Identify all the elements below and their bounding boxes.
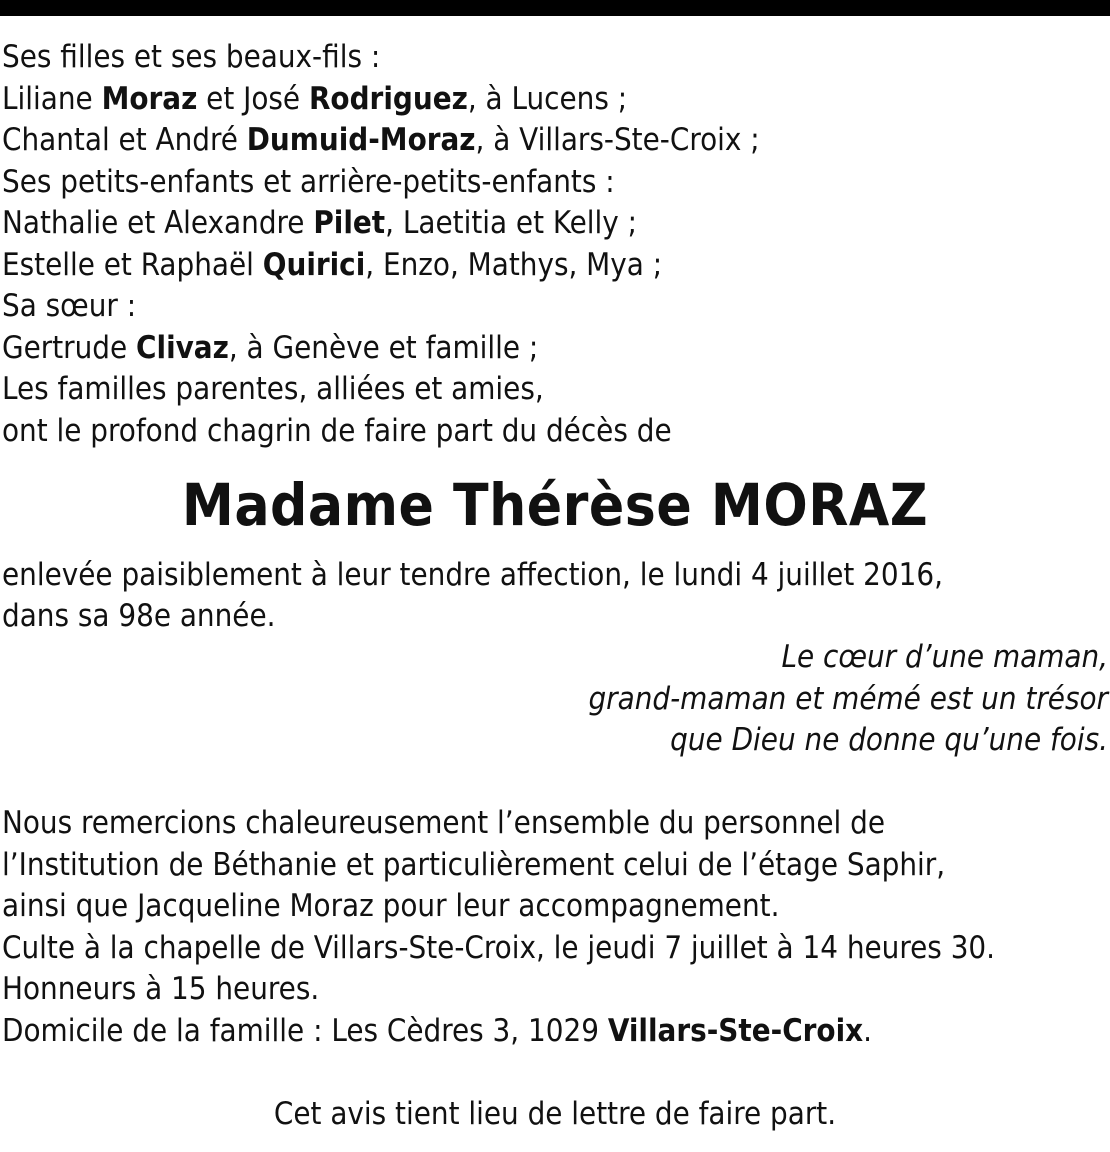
family-line-clivaz bbox=[2, 327, 538, 369]
surname-pilet: Pilet bbox=[313, 205, 386, 241]
text: Chantal et André bbox=[2, 122, 247, 158]
surname-moraz: Moraz bbox=[101, 81, 198, 117]
family-heading-grandchildren: Ses petits-enfants et arrière-petits-enfants : bbox=[2, 164, 615, 200]
surname-quirici: Quirici bbox=[262, 247, 366, 283]
text: . bbox=[863, 1013, 872, 1049]
text: Domicile de la famille : Les Cèdres 3, 1029 bbox=[2, 1013, 608, 1049]
text: Nathalie et Alexandre bbox=[2, 205, 314, 241]
footer-note: Cet avis tient lieu de lettre de faire part. bbox=[273, 1096, 837, 1132]
surname-rodriguez: Rodriguez bbox=[308, 81, 468, 117]
text: , Laetitia et Kelly ; bbox=[385, 205, 638, 241]
surname-dumuid-moraz: Dumuid-Moraz bbox=[246, 122, 476, 158]
family-address-line bbox=[2, 1010, 872, 1052]
death-notice-line-1: enlevée paisiblement à leur tendre affection, le lundi 4 juillet 2016, bbox=[2, 557, 943, 593]
text: , Enzo, Mathys, Mya ; bbox=[365, 247, 663, 283]
family-heading-sister: Sa sœur : bbox=[2, 288, 137, 324]
announcement-line: ont le profond chagrin de faire part du décès de bbox=[2, 413, 672, 449]
text: Estelle et Raphaël bbox=[2, 247, 263, 283]
quote-line-1: Le cœur d’une maman, bbox=[781, 639, 1108, 675]
text: Liliane bbox=[2, 81, 102, 117]
surname-clivaz: Clivaz bbox=[136, 330, 229, 366]
thanks-line-3: ainsi que Jacqueline Moraz pour leur accompagnement. bbox=[2, 888, 780, 924]
text: , à Villars-Ste-Croix ; bbox=[475, 122, 760, 158]
thanks-line-1: Nous remercions chaleureusement l’ensemble du personnel de bbox=[2, 805, 886, 841]
family-line-dumuid-moraz bbox=[2, 119, 760, 161]
family-line-quirici bbox=[2, 244, 662, 286]
death-notice-line-2: dans sa 98e année. bbox=[2, 598, 276, 634]
text: , à Genève et famille ; bbox=[228, 330, 539, 366]
service-line: Culte à la chapelle de Villars-Ste-Croix, le jeudi 7 juillet à 14 heures 30. bbox=[2, 930, 996, 966]
top-border-rule bbox=[0, 0, 1110, 16]
family-line-relatives: Les familles parentes, alliées et amies, bbox=[2, 371, 544, 407]
honours-line: Honneurs à 15 heures. bbox=[2, 971, 320, 1007]
text: Gertrude bbox=[2, 330, 137, 366]
family-line-moraz-rodriguez bbox=[2, 78, 627, 120]
text: , à Lucens ; bbox=[467, 81, 628, 117]
quote-line-3: que Dieu ne donne qu’une fois. bbox=[670, 722, 1108, 758]
thanks-line-2: l’Institution de Béthanie et particulièrement celui de l’étage Saphir, bbox=[2, 847, 946, 883]
family-heading-daughters: Ses filles et ses beaux-fils : bbox=[2, 39, 381, 75]
deceased-name-heading: Madame Thérèse MORAZ bbox=[181, 471, 929, 539]
town-villars-ste-croix: Villars-Ste-Croix bbox=[607, 1013, 864, 1049]
quote-line-2: grand-maman et mémé est un trésor bbox=[588, 681, 1108, 717]
family-line-pilet bbox=[2, 202, 637, 244]
text: et José bbox=[197, 81, 309, 117]
